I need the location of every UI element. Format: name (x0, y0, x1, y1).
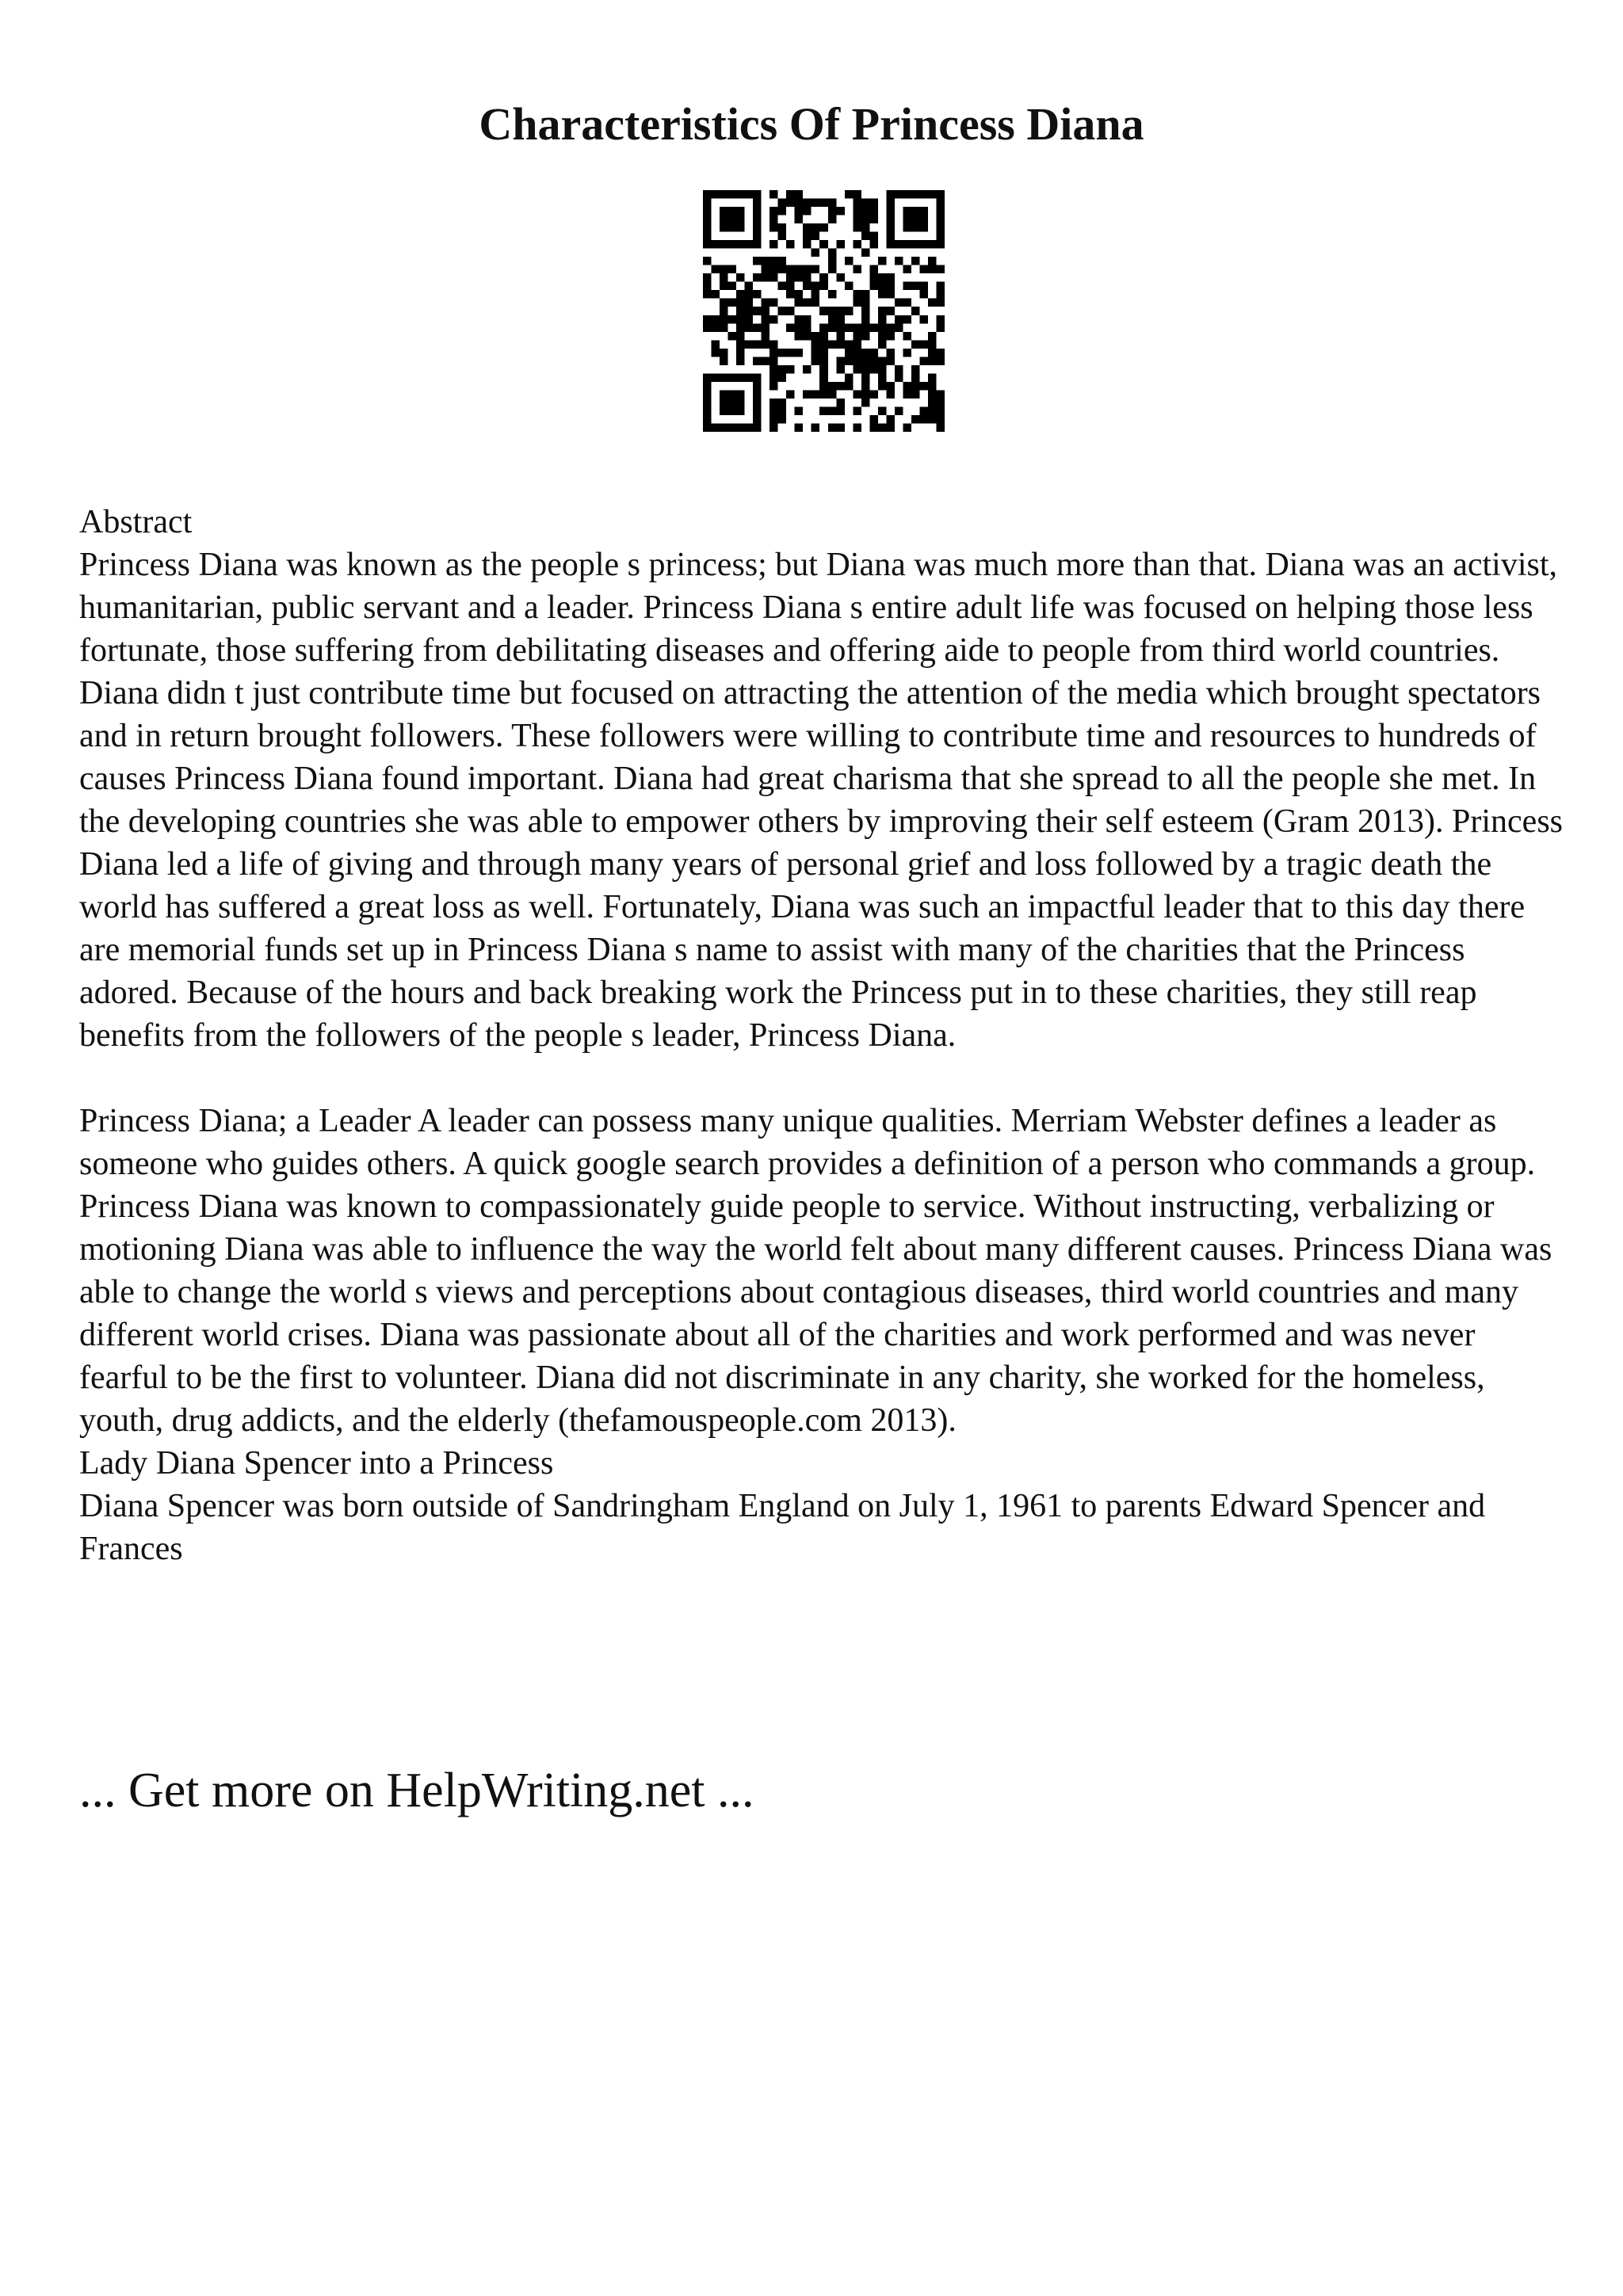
document-body (79, 501, 1569, 1570)
get-more-link[interactable]: ... Get more on HelpWriting.net ... (79, 1764, 754, 1817)
birth-paragraph: Diana Spencer was born outside of Sandringham England on July 1, 1961 to parents Edward Spencer and Frances (79, 1488, 1486, 1567)
leader-paragraph: Princess Diana; a Leader A leader can possess many unique qualities. Merriam Webster defines a leader as someone who guides others. A quick google search provides a definition of a person who commands a group. Princess Diana was known to compassionately guide people to service. Without instructing, verbalizing or motioning Diana was able to influence the way the world felt about many different causes. Princess Diana was able to change the world s views and perceptions about contagious diseases, third world countries and many different world crises. Diana was passionate about all of the charities and work performed and was never fearful to be the first to volunteer. Diana did not discriminate in any charity, she worked for the homeless, youth, drug addicts, and the elderly (thefamouspeople.com 2013). (79, 1103, 1552, 1439)
abstract-heading: Abstract (79, 504, 193, 540)
section-heading: Lady Diana Spencer into a Princess (79, 1445, 554, 1482)
abstract-paragraph: Princess Diana was known as the people s princess; but Diana was much more than that. Diana was an activist, humanitarian, public servant and a leader. Princess Diana s entire adult life was focused on helping those less fortunate, those suffering from debilitating diseases and offering aide to people from third world countries. Diana didn t just contribute time but focused on attracting the attention of the media which brought spectators and in return brought followers. These followers were willing to contribute time and resources to hundreds of causes Princess Diana found important. Diana had great charisma that she spread to all the people she met. In the developing countries she was able to empower others by improving their self esteem (Gram 2013). Princess Diana led a life of giving and through many years of personal grief and loss followed by a tragic death the world has suffered a great loss as well. Fortunately, Diana was such an impactful leader that to this day there are memorial funds set up in Princess Diana s name to assist with many of the charities that the Princess adored. Because of the hours and back breaking work the Princess put in to these charities, they still reap benefits from the followers of the people s leader, Princess Diana. (79, 547, 1564, 1054)
document-title: Characteristics Of Princess Diana (479, 98, 1144, 150)
qr-code-icon (703, 190, 945, 432)
